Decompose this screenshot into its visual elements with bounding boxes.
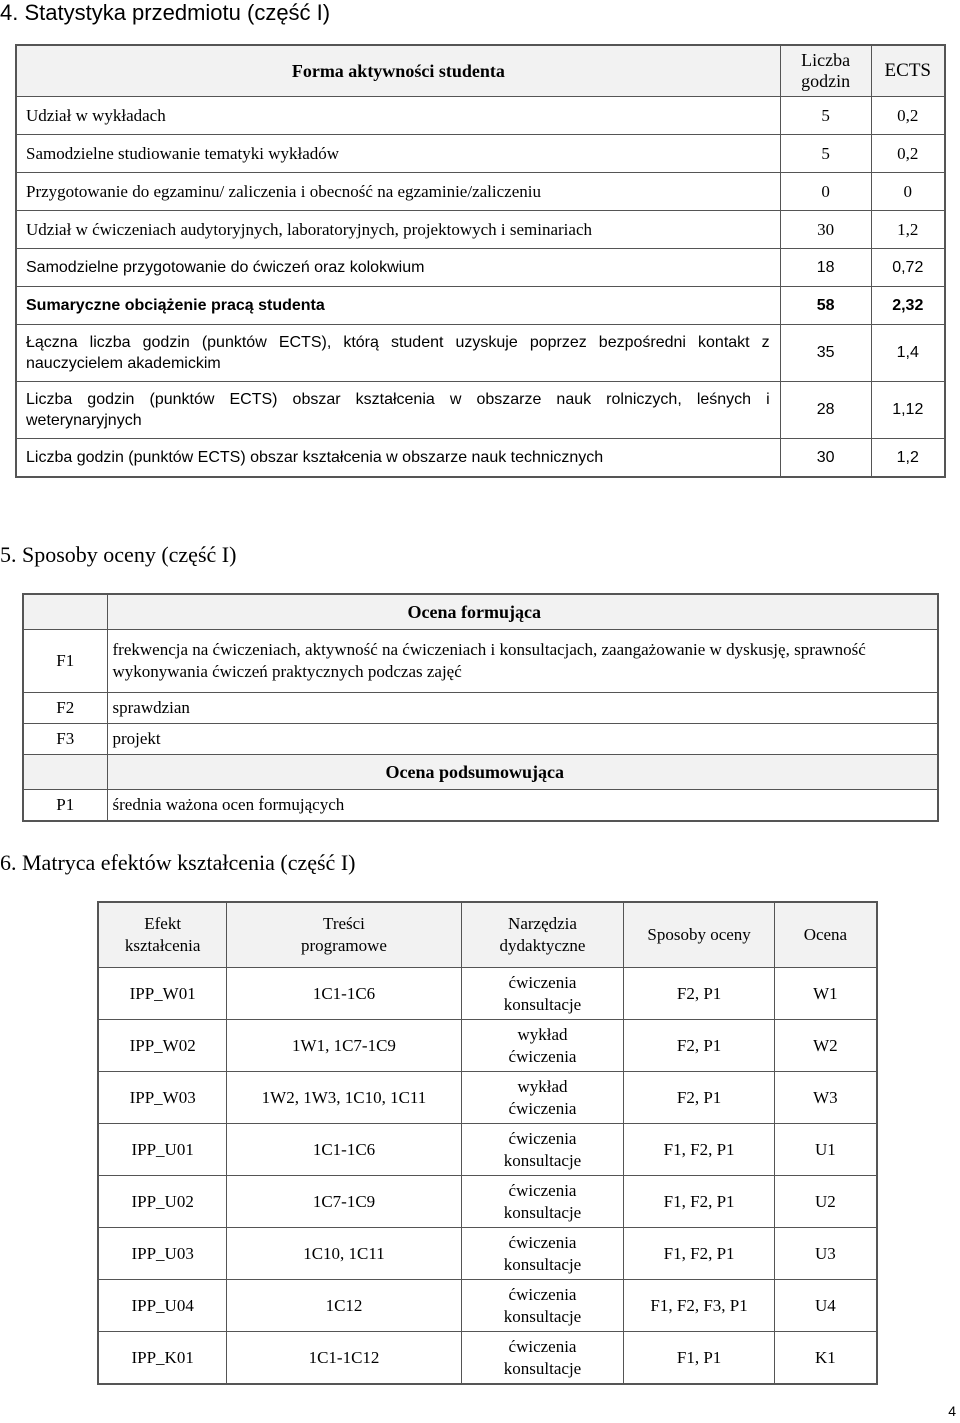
tools-cell [461, 1228, 624, 1280]
tool-line: ćwiczenia [508, 1128, 577, 1148]
methods-cell: F2, P1 [624, 968, 774, 1020]
table-row [16, 173, 945, 211]
tools-cell [461, 1332, 624, 1385]
methods-header: Sposoby oceny [624, 902, 774, 968]
table-row [98, 1124, 877, 1176]
table-row [23, 693, 938, 724]
tools-cell [461, 1072, 624, 1124]
table-row [98, 1228, 877, 1280]
table-row [16, 382, 945, 439]
table-row [23, 724, 938, 755]
table-row [98, 1072, 877, 1124]
formative-header-spacer [23, 594, 107, 630]
row-ects: 0,72 [871, 249, 945, 287]
table-row [98, 1280, 877, 1332]
total-label: Sumaryczne obciążenie pracą studenta [16, 287, 780, 325]
row-hours: 0 [780, 173, 871, 211]
content-cell: 1W1, 1C7-1C9 [227, 1020, 461, 1072]
assessment-code: F2 [23, 693, 107, 724]
tool-line: ćwiczenia [508, 1046, 577, 1066]
tools-cell [461, 1176, 624, 1228]
row-ects: 0,2 [871, 135, 945, 173]
tool-line: konsultacje [503, 1150, 582, 1170]
methods-cell: F1, F2, F3, P1 [624, 1280, 774, 1332]
effect-cell: IPP_K01 [98, 1332, 227, 1385]
formative-header: Ocena formująca [107, 594, 938, 630]
row-label: Przygotowanie do egzaminu/ zaliczenia i obecność na egzaminie/zaliczeniu [16, 173, 780, 211]
grade-cell: U1 [774, 1124, 877, 1176]
tool-line: ćwiczenia [508, 1098, 577, 1118]
summative-header-spacer [23, 755, 107, 790]
row-hours: 35 [780, 325, 871, 382]
row-label: Udział w wykładach [16, 97, 780, 135]
table-row [16, 97, 945, 135]
tool-line: ćwiczenia [508, 1336, 577, 1356]
table-row [16, 249, 945, 287]
methods-cell: F1, F2, P1 [624, 1124, 774, 1176]
activity-header: Forma aktywności studenta [16, 45, 780, 97]
tools-header-text: Narzędzia dydaktyczne [499, 914, 586, 955]
assessment-desc: projekt [107, 724, 938, 755]
total-hours: 58 [780, 287, 871, 325]
tool-line: ćwiczenia [508, 1232, 577, 1252]
row-ects: 1,12 [871, 382, 945, 439]
formative-header-row [23, 594, 938, 630]
tool-line: konsultacje [503, 1358, 582, 1378]
effect-header [98, 902, 227, 968]
matrix-header-row [98, 902, 877, 968]
row-ects: 0 [871, 173, 945, 211]
content-cell: 1C1-1C12 [227, 1332, 461, 1385]
effect-cell: IPP_U03 [98, 1228, 227, 1280]
table-row [98, 1176, 877, 1228]
tools-cell [461, 968, 624, 1020]
tools-header [461, 902, 624, 968]
row-label: Samodzielne studiowanie tematyki wykładów [16, 135, 780, 173]
assessment-desc: frekwencja na ćwiczeniach, aktywność na ćwiczeniach i konsultacjach, zaangażowanie w dyskusję, sprawność wykonywania ćwiczeń praktycznych podczas zajęć [107, 630, 938, 693]
tools-cell [461, 1124, 624, 1176]
table-row [98, 1332, 877, 1385]
row-label: Liczba godzin (punktów ECTS) obszar kształcenia w obszarze nauk technicznych [16, 439, 780, 478]
tool-line: wykład [517, 1076, 568, 1096]
row-ects: 1,2 [871, 211, 945, 249]
row-hours: 5 [780, 135, 871, 173]
table-row [16, 211, 945, 249]
page-number: 4 [948, 1403, 956, 1419]
content-header [227, 902, 461, 968]
table-row [23, 630, 938, 693]
effect-cell: IPP_W02 [98, 1020, 227, 1072]
assessment-code: P1 [23, 790, 107, 822]
summative-header: Ocena podsumowująca [107, 755, 938, 790]
summative-header-row [23, 755, 938, 790]
content-cell: 1W2, 1W3, 1C10, 1C11 [227, 1072, 461, 1124]
tool-line: konsultacje [503, 1306, 582, 1326]
learning-outcomes-matrix [97, 901, 878, 1385]
tool-line: konsultacje [503, 994, 582, 1014]
row-label: Łączna liczba godzin (punktów ECTS), którą student uzyskuje poprzez bezpośredni kontakt z nauczycielem akademickim [16, 325, 780, 382]
methods-cell: F2, P1 [624, 1072, 774, 1124]
grade-cell: W1 [774, 968, 877, 1020]
tool-line: ćwiczenia [508, 1284, 577, 1304]
grade-cell: W3 [774, 1072, 877, 1124]
tools-cell [461, 1280, 624, 1332]
row-hours: 28 [780, 382, 871, 439]
ects-header: ECTS [871, 45, 945, 97]
methods-cell: F1, F2, P1 [624, 1228, 774, 1280]
content-cell: 1C1-1C6 [227, 1124, 461, 1176]
assessment-code: F1 [23, 630, 107, 693]
section6-title: 6. Matryca efektów kształcenia (część I) [0, 850, 356, 875]
row-ects: 0,2 [871, 97, 945, 135]
row-hours: 5 [780, 97, 871, 135]
row-label: Udział w ćwiczeniach audytoryjnych, laboratoryjnych, projektowych i seminariach [16, 211, 780, 249]
tool-line: ćwiczenia [508, 1180, 577, 1200]
assessment-desc: sprawdzian [107, 693, 938, 724]
tool-line: ćwiczenia [508, 972, 577, 992]
section5-title: 5. Sposoby oceny (część I) [0, 542, 237, 567]
content-cell: 1C7-1C9 [227, 1176, 461, 1228]
tools-cell [461, 1020, 624, 1072]
content-cell: 1C1-1C6 [227, 968, 461, 1020]
effect-cell: IPP_W01 [98, 968, 227, 1020]
table-row [98, 968, 877, 1020]
row-hours: 18 [780, 249, 871, 287]
row-label: Samodzielne przygotowanie do ćwiczeń oraz kolokwium [16, 249, 780, 287]
row-label: Liczba godzin (punktów ECTS) obszar kształcenia w obszarze nauk rolniczych, leśnych i weterynaryjnych [16, 382, 780, 439]
table-row [16, 439, 945, 478]
methods-cell: F1, F2, P1 [624, 1176, 774, 1228]
table-row [16, 325, 945, 382]
row-ects: 1,4 [871, 325, 945, 382]
assessment-table [22, 593, 939, 822]
assessment-desc: średnia ważona ocen formujących [107, 790, 938, 822]
grade-cell: W2 [774, 1020, 877, 1072]
grade-cell: K1 [774, 1332, 877, 1385]
row-ects: 1,2 [871, 439, 945, 478]
grade-cell: U4 [774, 1280, 877, 1332]
methods-cell: F2, P1 [624, 1020, 774, 1072]
effect-cell: IPP_U01 [98, 1124, 227, 1176]
grade-header: Ocena [774, 902, 877, 968]
content-header-text: Treści programowe [301, 914, 387, 955]
grade-cell: U2 [774, 1176, 877, 1228]
statistics-table [15, 44, 946, 478]
table-row [98, 1020, 877, 1072]
effect-header-text: Efekt kształcenia [124, 914, 201, 955]
table-row [16, 135, 945, 173]
content-cell: 1C10, 1C11 [227, 1228, 461, 1280]
grade-cell: U3 [774, 1228, 877, 1280]
effect-cell: IPP_U04 [98, 1280, 227, 1332]
content-cell: 1C12 [227, 1280, 461, 1332]
total-row [16, 287, 945, 325]
statistics-header-row [16, 45, 945, 97]
total-ects: 2,32 [871, 287, 945, 325]
tool-line: wykład [517, 1024, 568, 1044]
table-row [23, 790, 938, 822]
row-hours: 30 [780, 439, 871, 478]
effect-cell: IPP_U02 [98, 1176, 227, 1228]
hours-header: Liczba godzin [780, 45, 871, 97]
tool-line: konsultacje [503, 1202, 582, 1222]
section4-title: 4. Statystyka przedmiotu (część I) [0, 0, 331, 25]
assessment-code: F3 [23, 724, 107, 755]
methods-cell: F1, P1 [624, 1332, 774, 1385]
effect-cell: IPP_W03 [98, 1072, 227, 1124]
row-hours: 30 [780, 211, 871, 249]
tool-line: konsultacje [503, 1254, 582, 1274]
